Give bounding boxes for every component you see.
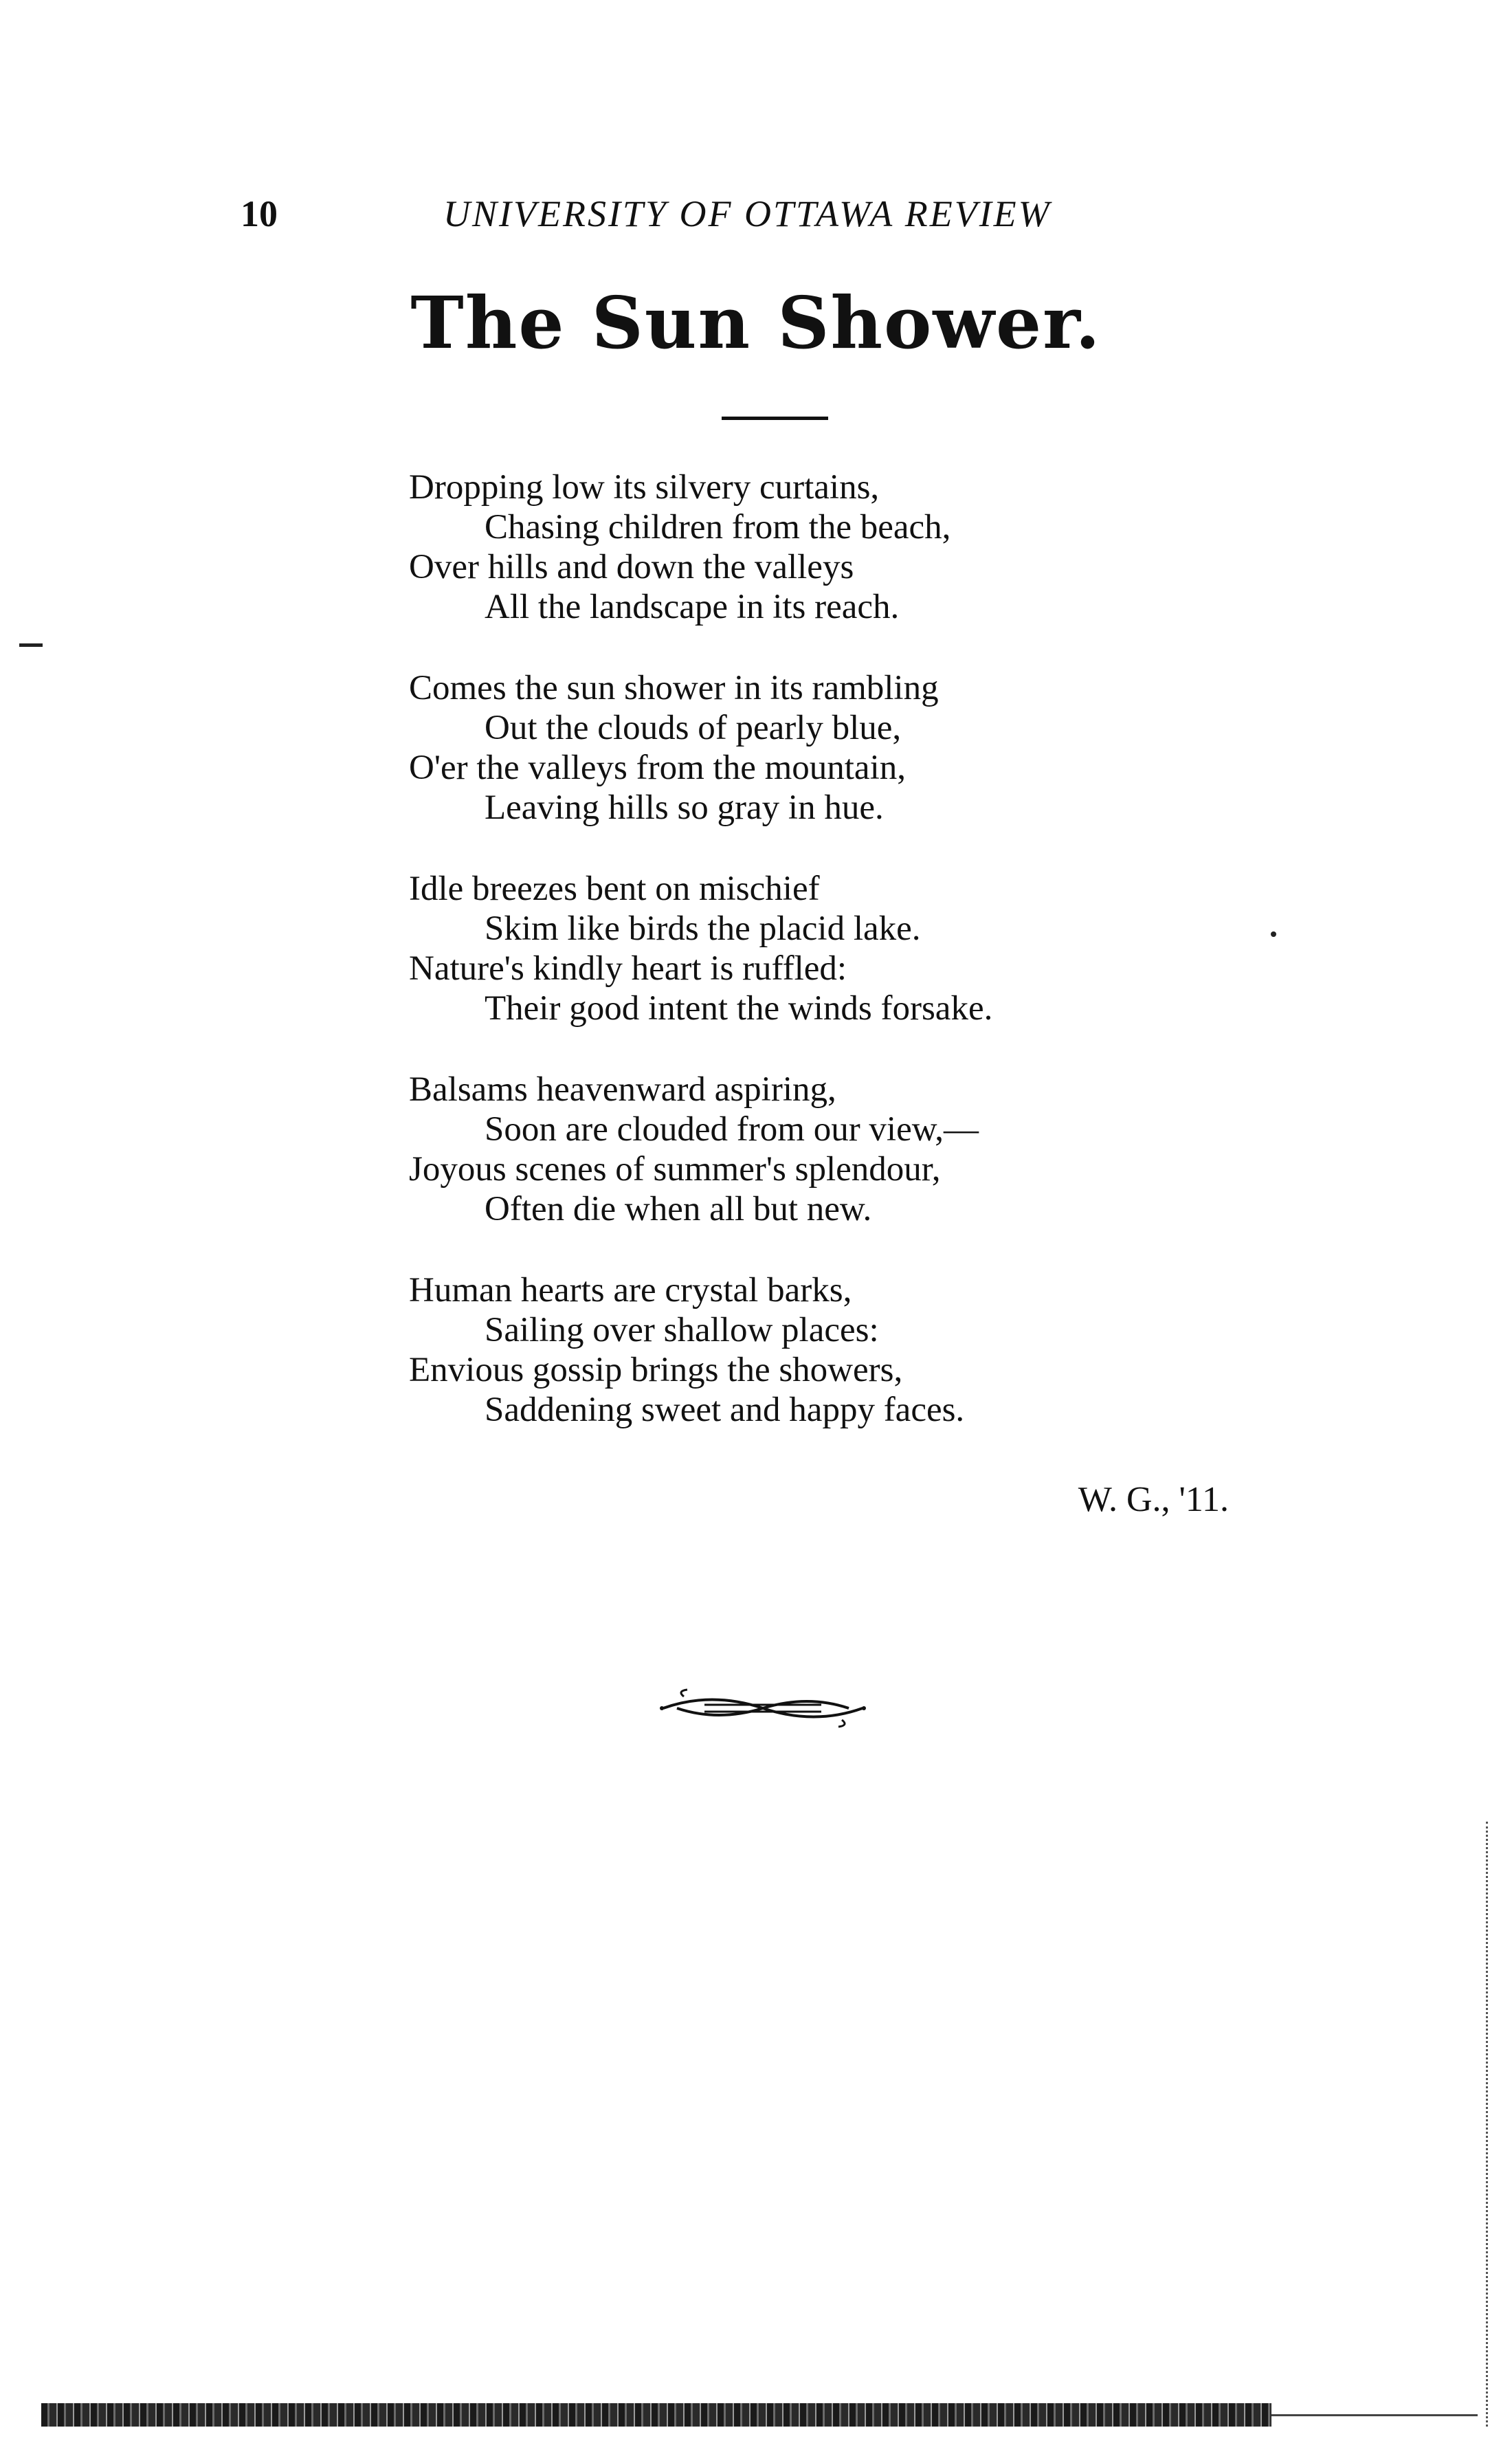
- poem-line: Out the clouds of pearly blue,: [485, 709, 902, 747]
- running-head: UNIVERSITY OF OTTAWA REVIEW: [443, 193, 1052, 234]
- poem-line: Human hearts are crystal barks,: [409, 1271, 852, 1310]
- stanza-3: [409, 869, 1302, 1028]
- poem-body: [409, 467, 1302, 1471]
- poem-line: All the landscape in its reach.: [485, 588, 900, 626]
- poem-line: Balsams heavenward aspiring,: [409, 1070, 836, 1109]
- poem-line: Their good intent the winds forsake.: [485, 989, 993, 1028]
- poem-line: Saddening sweet and happy faces.: [485, 1391, 965, 1429]
- poem-line: Soon are clouded from our view,—: [485, 1110, 979, 1149]
- page-number: 10: [241, 193, 278, 234]
- poem-line: Often die when all but new.: [485, 1190, 872, 1228]
- margin-dot: [1271, 931, 1276, 937]
- page-header: [0, 192, 1512, 247]
- poem-line: Chasing children from the beach,: [485, 508, 951, 546]
- poem-line: Joyous scenes of summer's splendour,: [409, 1150, 941, 1189]
- stanza-4: [409, 1070, 1302, 1229]
- poem-line: Comes the sun shower in its rambling: [409, 669, 939, 707]
- poem-line: Envious gossip brings the showers,: [409, 1351, 903, 1389]
- poem-line: O'er the valleys from the mountain,: [409, 749, 906, 787]
- scan-bottom-rule: [1271, 2414, 1478, 2416]
- title-rule: [722, 417, 828, 420]
- poem-line: Sailing over shallow places:: [485, 1311, 879, 1349]
- scan-edge-line: [1486, 1822, 1488, 2427]
- poem-title: The Sun Shower.: [410, 280, 1102, 365]
- poem-line: Dropping low its silvery curtains,: [409, 468, 880, 507]
- margin-mark: [19, 643, 43, 647]
- scan-bottom-band: [41, 2403, 1271, 2427]
- stanza-2: [409, 668, 1302, 828]
- author-signature: W. G., '11.: [1078, 1480, 1229, 1519]
- poem-line: Leaving hills so gray in hue.: [485, 788, 884, 827]
- ornament-flourish: [656, 1684, 869, 1732]
- poem-line: Over hills and down the valleys: [409, 548, 854, 586]
- poem-line: Idle breezes bent on mischief: [409, 870, 820, 908]
- poem-line: Skim like birds the placid lake.: [485, 909, 921, 948]
- poem-line: Nature's kindly heart is ruffled:: [409, 949, 847, 988]
- stanza-5: [409, 1270, 1302, 1430]
- stanza-1: [409, 467, 1302, 627]
